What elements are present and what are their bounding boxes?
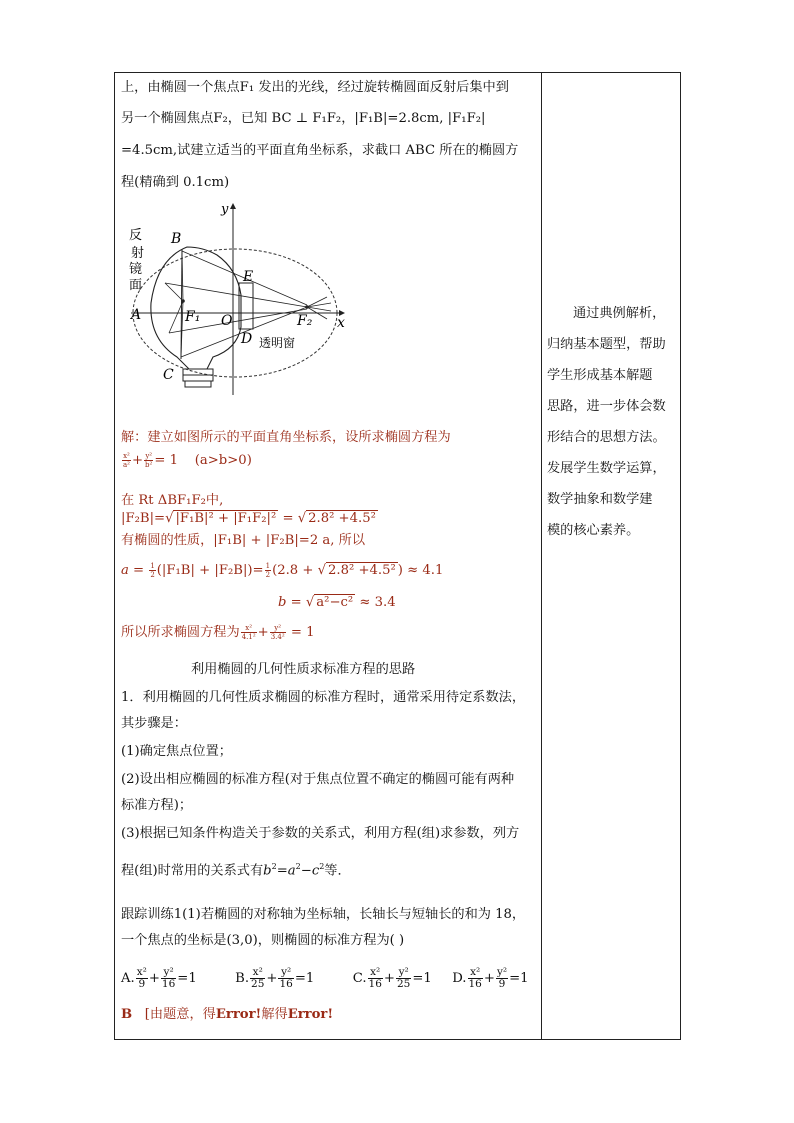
- problem-line-2: 另一个椭圆焦点F₂，已知 BC ⊥ F₁F₂，|F₁B|=2.8cm, |F₁F₂|: [121, 111, 486, 126]
- label-reflector-3: 镜: [129, 262, 143, 277]
- label-F1: F₁: [185, 309, 201, 325]
- ellipse-reflector-diagram: [127, 199, 353, 397]
- problem-line-4: 程(精确到 0.1cm): [121, 175, 230, 190]
- ellipse-general-equation: $\frac{\text{x²}}{\text{a²}}$ + $\frac{\text{y²}}{\text{b²}}$ = 1 (a>b>0): [123, 452, 252, 469]
- method-title: 利用椭圆的几何性质求标准方程的思路: [191, 662, 416, 677]
- side-note-line: 发展学生数学运算，: [547, 461, 666, 476]
- method-step-2b: 标准方程)；: [121, 798, 193, 813]
- side-note-line: 形结合的思想方法。: [547, 430, 666, 445]
- label-E: E: [243, 269, 254, 285]
- label-reflector-1: 反: [129, 228, 143, 243]
- label-window: 透明窗: [259, 336, 296, 350]
- exercise-answer: B [由题意，得Error!解得Error!: [121, 1007, 334, 1022]
- side-note-line: 归纳基本题型，帮助: [547, 337, 666, 352]
- option-c[interactable]: C. $\frac{\text{x²}}{16}$ + $\frac{\text{y²}}{25}$ =1: [352, 966, 432, 990]
- label-D: D: [241, 331, 253, 347]
- teaching-intent-column: [547, 298, 677, 546]
- method-step-3b: 程(组)时常用的关系式有$b^2=a^2-c^2$等．: [121, 862, 351, 879]
- f2b-computation: |F₂B|=√ |F₁B|² + |F₁F₂|² = √ 2.8² +4.5²: [121, 511, 376, 526]
- method-p1b: 其步骤是：: [121, 716, 187, 731]
- label-reflector-2: 射: [131, 246, 145, 261]
- label-O: O: [221, 313, 233, 329]
- b-computation: b = √ a²−c² ≈ 3.4: [278, 595, 396, 610]
- a-computation: a = $\frac{1}{2}$ (|F₁B| + |F₂B|)= $\frac{1}{2}$ (2.8 + √ 2.8² +4.5² ) ≈ 4.1: [121, 562, 444, 579]
- exercise-line-1: 跟踪训练1(1)若椭圆的对称轴为坐标轴，长轴长与短轴长的和为 18，: [121, 907, 526, 922]
- lesson-table: [114, 72, 681, 1040]
- method-step-3a: (3)根据已知条件构造关于参数的关系式，利用方程(组)求参数，列方: [121, 826, 520, 841]
- ellipse-property-line: 有椭圆的性质，|F₁B| + |F₂B|=2 a, 所以: [121, 533, 366, 548]
- label-C: C: [163, 367, 174, 383]
- column-divider: [541, 73, 542, 1039]
- option-b[interactable]: B. $\frac{\text{x²}}{25}$ + $\frac{\text{y²}}{16}$ =1: [235, 966, 315, 990]
- label-y: y: [221, 202, 229, 217]
- exercise-options: [121, 967, 529, 990]
- option-d[interactable]: D. $\frac{\text{x²}}{16}$ + $\frac{\text{y²}}{9}$ =1: [452, 966, 529, 990]
- content-column: [121, 73, 537, 1039]
- triangle-line: 在 Rt ΔBF₁F₂中,: [121, 493, 224, 508]
- option-a[interactable]: A. $\frac{\text{x²}}{9}$ + $\frac{\text{y²}}{16}$ =1: [121, 966, 197, 990]
- problem-line-3: =4.5cm,试建立适当的平面直角坐标系，求截口 ABC 所在的椭圆方: [121, 143, 519, 158]
- side-note-line: 通过典例解析，: [573, 306, 666, 321]
- side-note-line: 思路，进一步体会数: [547, 399, 666, 414]
- label-x: x: [337, 315, 345, 331]
- label-A: A: [131, 307, 142, 323]
- side-note-line: 学生形成基本解题: [547, 368, 653, 383]
- side-note-line: 数学抽象和数学建: [547, 492, 653, 507]
- problem-line-1: 上，由椭圆一个焦点F₁ 发出的光线，经过旋转椭圆面反射后集中到: [121, 80, 509, 95]
- side-note-line: 模的核心素养。: [547, 523, 640, 538]
- method-p1a: 1．利用椭圆的几何性质求椭圆的标准方程时，通常采用待定系数法，: [121, 690, 526, 705]
- ellipse-condition: (a>b>0): [194, 453, 252, 468]
- solution-intro: 解：建立如图所示的平面直角坐标系，设所求椭圆方程为: [121, 430, 451, 445]
- final-equation: 所以所求椭圆方程为 $\frac{\text{x²}}{\text{4.1²}}$ + $\frac{\text{y²}}{\text{3.4²}}$ = 1: [121, 624, 315, 641]
- label-B: B: [171, 231, 182, 247]
- label-F2: F₂: [297, 313, 313, 329]
- label-reflector-4: 面: [129, 278, 143, 293]
- exercise-line-2: 一个焦点的坐标是(3,0)，则椭圆的标准方程为( ): [121, 933, 405, 948]
- method-step-2a: (2)设出相应椭圆的标准方程(对于焦点位置不确定的椭圆可能有两种: [121, 772, 515, 787]
- method-step-1: (1)确定焦点位置；: [121, 744, 232, 759]
- answer-letter: B: [121, 1007, 133, 1022]
